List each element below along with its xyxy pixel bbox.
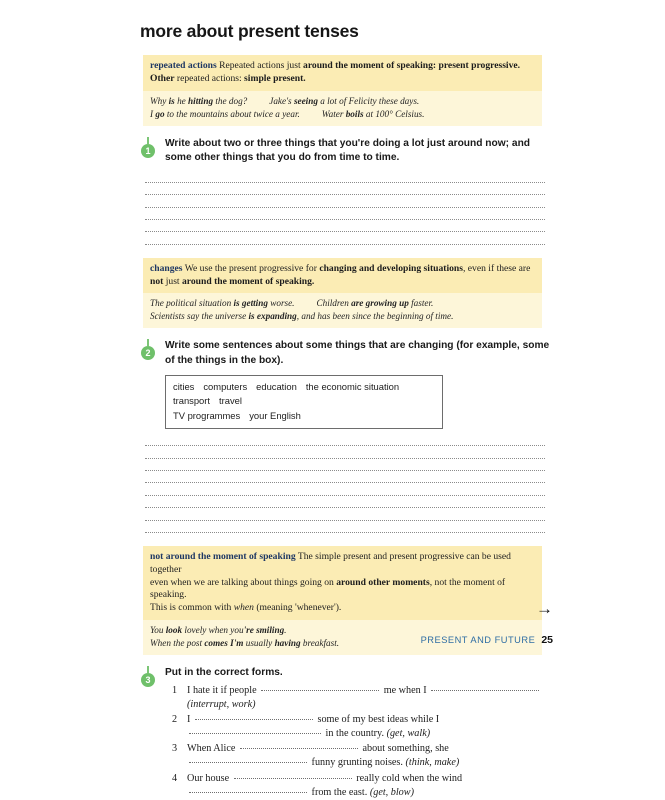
word-bank-item: the economic situation [305,381,400,393]
example-text: a lot of Felicity these days. [317,95,420,106]
example-bold: comes [204,637,228,648]
exercise-marker [140,666,156,687]
exercise-instruction: Put in the correct forms. [165,666,283,678]
example-text: lovely when you [182,624,244,635]
item-segment: me when I [381,685,430,697]
answer-line[interactable] [145,220,545,232]
answer-line[interactable] [145,471,545,483]
example-text: The political situation [150,298,234,309]
exercise-number: 3 [141,673,155,687]
answer-line[interactable] [145,521,545,533]
answer-line[interactable] [145,434,545,446]
rule-bold: around the moment of speaking: present progressive. [303,60,521,72]
word-bank-item: travel [219,395,242,407]
word-bank [165,375,443,429]
answer-line[interactable] [145,195,545,207]
rule-keyword: changes [150,262,183,274]
answer-line[interactable] [145,183,545,195]
exercise-1 [140,137,553,245]
answer-line[interactable] [145,459,545,471]
word-bank-item: transport [173,395,210,407]
example-text: usually [243,637,275,648]
example-text: worse. [267,298,295,309]
rule-examples [143,293,542,328]
rule-bold: around other moments [336,576,430,588]
answer-line[interactable] [145,446,545,458]
marker-tick [147,137,149,144]
rule-plain: just [163,275,182,287]
exercise-3 [140,666,553,800]
item-segment: in the country. [323,728,387,740]
example-line [150,310,536,323]
example-text: to the mountains about twice a year. [164,108,300,119]
answer-gap[interactable] [189,762,307,763]
example-text: faster. [408,298,434,309]
rule-bold: changing and developing situations [319,262,463,274]
example-bold: is expanding [248,311,297,322]
rule-examples [143,91,542,126]
exercise-marker [140,339,156,360]
gap-fill-item [172,772,553,800]
answer-gap[interactable] [189,792,307,793]
gap-fill-item [172,684,553,712]
example-bold: go [155,108,165,119]
example-text: Scientists say the universe [150,311,249,322]
continue-arrow-icon: → [536,599,553,618]
item-number: 3 [172,743,178,755]
item-segment: I hate it if people [187,685,260,697]
rule-plain: , not the moment of speaking. [150,576,506,601]
answer-gap[interactable] [195,719,313,720]
footer-section-label: PRESENT AND FUTURE [420,635,536,645]
exercise-instruction: Write about two or three things that you're doing a lot just around now; and some other things that you do from time to time. [165,137,531,163]
exercise-2 [140,339,553,533]
example-text: breakfast. [300,637,340,648]
gap-fill-item [172,742,553,770]
word-bank-item: cities [173,381,195,393]
example-line [150,297,536,310]
example-bold: hitting [188,95,214,106]
page-footer [421,634,553,646]
answer-line[interactable] [145,483,545,495]
example-bold: seeing [293,95,318,106]
rule-italic: when [233,602,254,614]
page-title: more about present tenses [140,21,359,41]
example-text: I [150,108,156,119]
marker-tick [147,666,149,673]
example-text: . [284,624,287,635]
example-text: You [150,624,166,635]
item-cue: (get, blow) [369,786,414,798]
example-bold: boils [345,108,364,119]
item-text [187,742,553,770]
exercise-number: 1 [141,144,155,158]
rule-plain: We use the present progressive for [182,262,320,274]
item-cue: (think, make) [405,757,460,769]
answer-gap[interactable] [261,690,379,691]
gap-fill-items [172,684,553,800]
rule-bold-simple-present: simple present. [244,73,306,84]
example-bold: look [165,624,183,635]
answer-line[interactable] [145,508,545,520]
answer-gap[interactable] [431,690,539,691]
example-bold: I'm [230,637,244,648]
example-text: Jake's [269,95,294,106]
example-bold: 're smiling [243,624,285,635]
item-segment: from the east. [309,786,370,798]
rule-plain: This is common with [150,602,234,614]
answer-line[interactable] [145,170,545,182]
example-text: , and has been since the beginning of time. [296,311,454,322]
rule-bold-not: not [150,275,164,287]
example-text: he [174,95,189,106]
item-segment: about something, she [359,743,449,755]
rule-plain: Repeated actions just [216,60,304,72]
item-text [187,772,553,800]
item-segment: When Alice [187,743,238,755]
item-text [187,684,553,712]
example-text: at 100° Celsius. [363,108,425,119]
example-bold: are growing up [351,298,409,309]
rule-plain: even when we are talking about things going on [150,576,337,588]
answer-line[interactable] [145,232,545,244]
rule-plain: (meaning 'whenever'). [253,602,342,614]
answer-lines-1[interactable] [145,170,553,244]
answer-line[interactable] [145,496,545,508]
item-segment: funny grunting noises. [309,757,406,769]
item-cue: (get, walk) [386,728,431,740]
marker-tick [147,339,149,346]
item-number: 2 [172,714,178,726]
word-bank-item: computers [203,381,248,393]
rule-plain-2: repeated actions: [174,73,245,84]
item-text [187,713,553,741]
example-bold: having [274,637,301,648]
item-segment: some of my best ideas while I [314,714,440,726]
rule-plain: The simple present and present progressive can be used together [150,551,511,575]
rule-keyword: repeated actions [150,60,217,72]
rule-bold-other: Other [150,73,175,84]
rule-text [143,55,542,91]
exercise-marker [140,137,156,158]
answer-gap[interactable] [189,733,321,734]
rule-text [143,546,542,620]
answer-gap[interactable] [240,748,358,749]
answer-gap[interactable] [234,778,352,779]
answer-line[interactable] [145,208,545,220]
word-bank-item: your English [249,409,301,421]
exercise-instruction: Write some sentences about some things that are changing (for example, some of the things in the box). [165,340,550,366]
exercise-number: 2 [141,346,155,360]
word-bank-item: education [256,381,297,393]
example-text: the dog? [213,95,248,106]
gap-fill-item [172,713,553,741]
word-bank-item: TV programmes [173,409,241,421]
example-line [150,95,536,108]
rule-plain: , even if these are [463,262,531,274]
item-segment: Our house [187,772,232,784]
item-segment: I [187,714,193,726]
rule-text [143,258,542,294]
item-segment: really cold when the wind [353,772,463,784]
example-line [150,108,536,121]
item-number: 4 [172,772,178,784]
example-text: Why [150,95,169,106]
example-text: Water [321,108,346,119]
page-number: 25 [541,634,553,646]
rule-bold: around the moment of speaking. [182,275,315,287]
rule-box-repeated-actions [143,55,542,125]
answer-lines-2[interactable] [145,434,553,533]
example-bold: is getting [233,298,268,309]
example-bold: is [168,95,175,106]
rule-box-changes [143,258,542,328]
item-number: 1 [172,685,178,697]
example-text: Children [316,298,352,309]
example-text: When the post [150,637,205,648]
rule-keyword: not around the moment of speaking [150,551,296,563]
item-cue: (interrupt, work) [187,699,256,711]
